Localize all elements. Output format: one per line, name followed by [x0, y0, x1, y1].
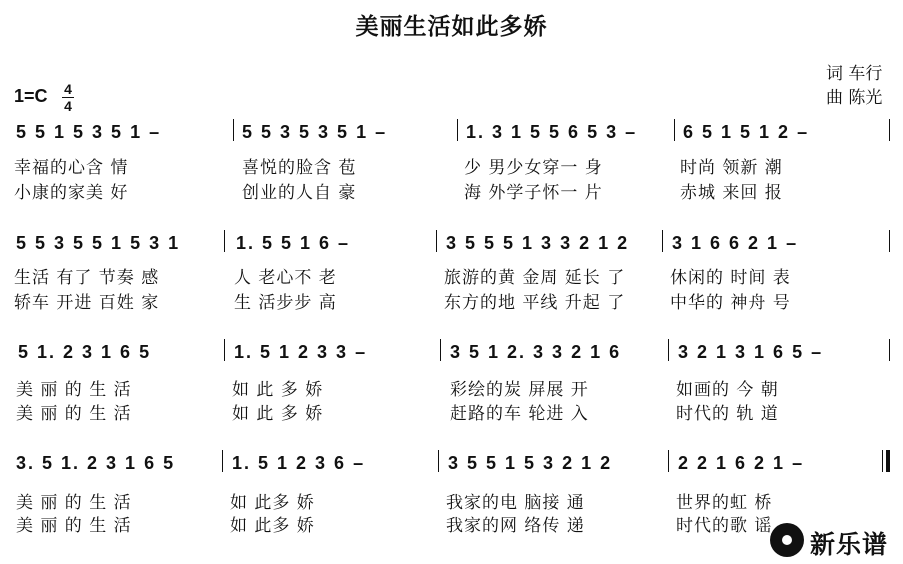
lyric-row-4-verse-1-m1: 美 丽 的 生 活: [16, 493, 132, 513]
barline: [233, 119, 234, 141]
lyric-row-1-verse-2-m1: 小康的家美 好: [14, 183, 129, 203]
composer-credit: 曲 陈光: [826, 88, 883, 108]
notation-row-2-measure-2: 1. 5 5 1 6 –: [236, 233, 351, 253]
record-disc-icon: [770, 523, 804, 557]
lyric-row-3-verse-2-m3: 赶路的车 轮进 入: [450, 404, 589, 424]
barline: [224, 230, 225, 252]
barline: [224, 339, 225, 361]
time-signature: [62, 82, 74, 113]
lyric-row-2-verse-1-m3: 旅游的黄 金周 延长 了: [444, 268, 626, 288]
lyric-row-2-verse-1-m4: 休闲的 时间 表: [670, 268, 791, 288]
barline: [222, 450, 223, 472]
notation-row-4-measure-3: 3 5 5 1 5 3 2 1 2: [448, 453, 613, 473]
key-signature: 1=C: [14, 86, 48, 106]
barline: [438, 450, 439, 472]
lyric-row-1-verse-1-m1: 幸福的心含 情: [14, 158, 129, 178]
notation-row-3-measure-1: 5 1. 2 3 1 6 5: [18, 342, 152, 362]
lyric-row-1-verse-2-m4: 赤城 来回 报: [680, 183, 783, 203]
lyric-row-4-verse-1-m4: 世界的虹 桥: [676, 493, 773, 513]
barline: [889, 230, 890, 252]
lyric-row-4-verse-2-m1: 美 丽 的 生 活: [16, 516, 132, 536]
lyric-row-3-verse-2-m4: 时代的 轨 道: [676, 404, 779, 424]
barline: [436, 230, 437, 252]
lyric-row-4-verse-2-m2: 如 此多 娇: [230, 516, 315, 536]
barline: [889, 339, 890, 361]
credits: [826, 62, 882, 110]
lyric-row-3-verse-1-m3: 彩绘的炭 屏展 开: [450, 380, 589, 400]
notation-row-2-measure-1: 5 5 3 5 5 1 5 3 1: [16, 233, 181, 253]
lyric-row-3-verse-1-m1: 美 丽 的 生 活: [16, 380, 132, 400]
lyric-row-4-verse-1-m3: 我家的电 脑接 通: [446, 493, 585, 513]
notation-row-3-measure-2: 1. 5 1 2 3 3 –: [234, 342, 368, 362]
barline: [457, 119, 458, 141]
lyric-row-1-verse-2-m2: 创业的人自 豪: [242, 183, 357, 203]
notation-row-4-measure-1: 3. 5 1. 2 3 1 6 5: [16, 453, 176, 473]
lyric-row-4-verse-2-m4: 时代的歌 谣: [676, 516, 773, 536]
barline: [889, 119, 890, 141]
lyric-row-3-verse-2-m2: 如 此 多 娇: [232, 404, 324, 424]
notation-row-3-measure-4: 3 2 1 3 1 6 5 –: [678, 342, 824, 362]
lyric-row-2-verse-2-m2: 生 活步步 高: [234, 293, 337, 313]
lyric-row-2-verse-2-m3: 东方的地 平线 升起 了: [444, 293, 626, 313]
notation-row-2-measure-3: 3 5 5 5 1 3 3 2 1 2: [446, 233, 630, 253]
notation-row-2-measure-4: 3 1 6 6 2 1 –: [672, 233, 799, 253]
lyric-row-1-verse-2-m3: 海 外学子怀一 片: [464, 183, 603, 203]
lyric-row-2-verse-2-m1: 轿车 开进 百姓 家: [14, 293, 160, 313]
lyric-row-4-verse-2-m3: 我家的网 络传 递: [446, 516, 585, 536]
logo-text: 新乐谱: [810, 530, 889, 559]
notation-row-4-measure-2: 1. 5 1 2 3 6 –: [232, 453, 366, 473]
barline: [440, 339, 441, 361]
lyric-row-1-verse-1-m2: 喜悦的脸含 苞: [242, 158, 357, 178]
time-signature-top: 4: [64, 81, 72, 97]
notation-row-1-measure-2: 5 5 3 5 3 5 1 –: [242, 122, 388, 142]
lyric-row-3-verse-1-m2: 如 此 多 娇: [232, 380, 324, 400]
notation-row-3-measure-3: 3 5 1 2. 3 3 2 1 6: [450, 342, 622, 362]
barline: [662, 230, 663, 252]
barline: [674, 119, 675, 141]
notation-row-4-measure-4: 2 2 1 6 2 1 –: [678, 453, 805, 473]
lyric-row-3-verse-1-m4: 如画的 今 朝: [676, 380, 779, 400]
lyric-row-4-verse-1-m2: 如 此多 娇: [230, 493, 315, 513]
lyric-row-2-verse-2-m4: 中华的 神舟 号: [670, 293, 791, 313]
lyric-row-2-verse-1-m2: 人 老心不 老: [234, 268, 337, 288]
final-barline-thin: [882, 450, 883, 472]
notation-row-1-measure-4: 6 5 1 5 1 2 –: [683, 122, 810, 142]
lyric-row-1-verse-1-m3: 少 男少女穿一 身: [464, 158, 603, 178]
notation-row-1-measure-1: 5 5 1 5 3 5 1 –: [16, 122, 162, 142]
barline: [668, 450, 669, 472]
final-barline-thick: [886, 450, 890, 472]
site-logo: [770, 520, 900, 560]
notation-row-1-measure-3: 1. 3 1 5 5 6 5 3 –: [466, 122, 638, 142]
song-title: 美丽生活如此多娇: [355, 14, 548, 40]
lyricist-credit: 词 车行: [826, 64, 883, 84]
lyric-row-2-verse-1-m1: 生活 有了 节奏 感: [14, 268, 160, 288]
barline: [668, 339, 669, 361]
lyric-row-3-verse-2-m1: 美 丽 的 生 活: [16, 404, 132, 424]
time-signature-bottom: 4: [64, 98, 72, 114]
lyric-row-1-verse-1-m4: 时尚 领新 潮: [680, 158, 783, 178]
